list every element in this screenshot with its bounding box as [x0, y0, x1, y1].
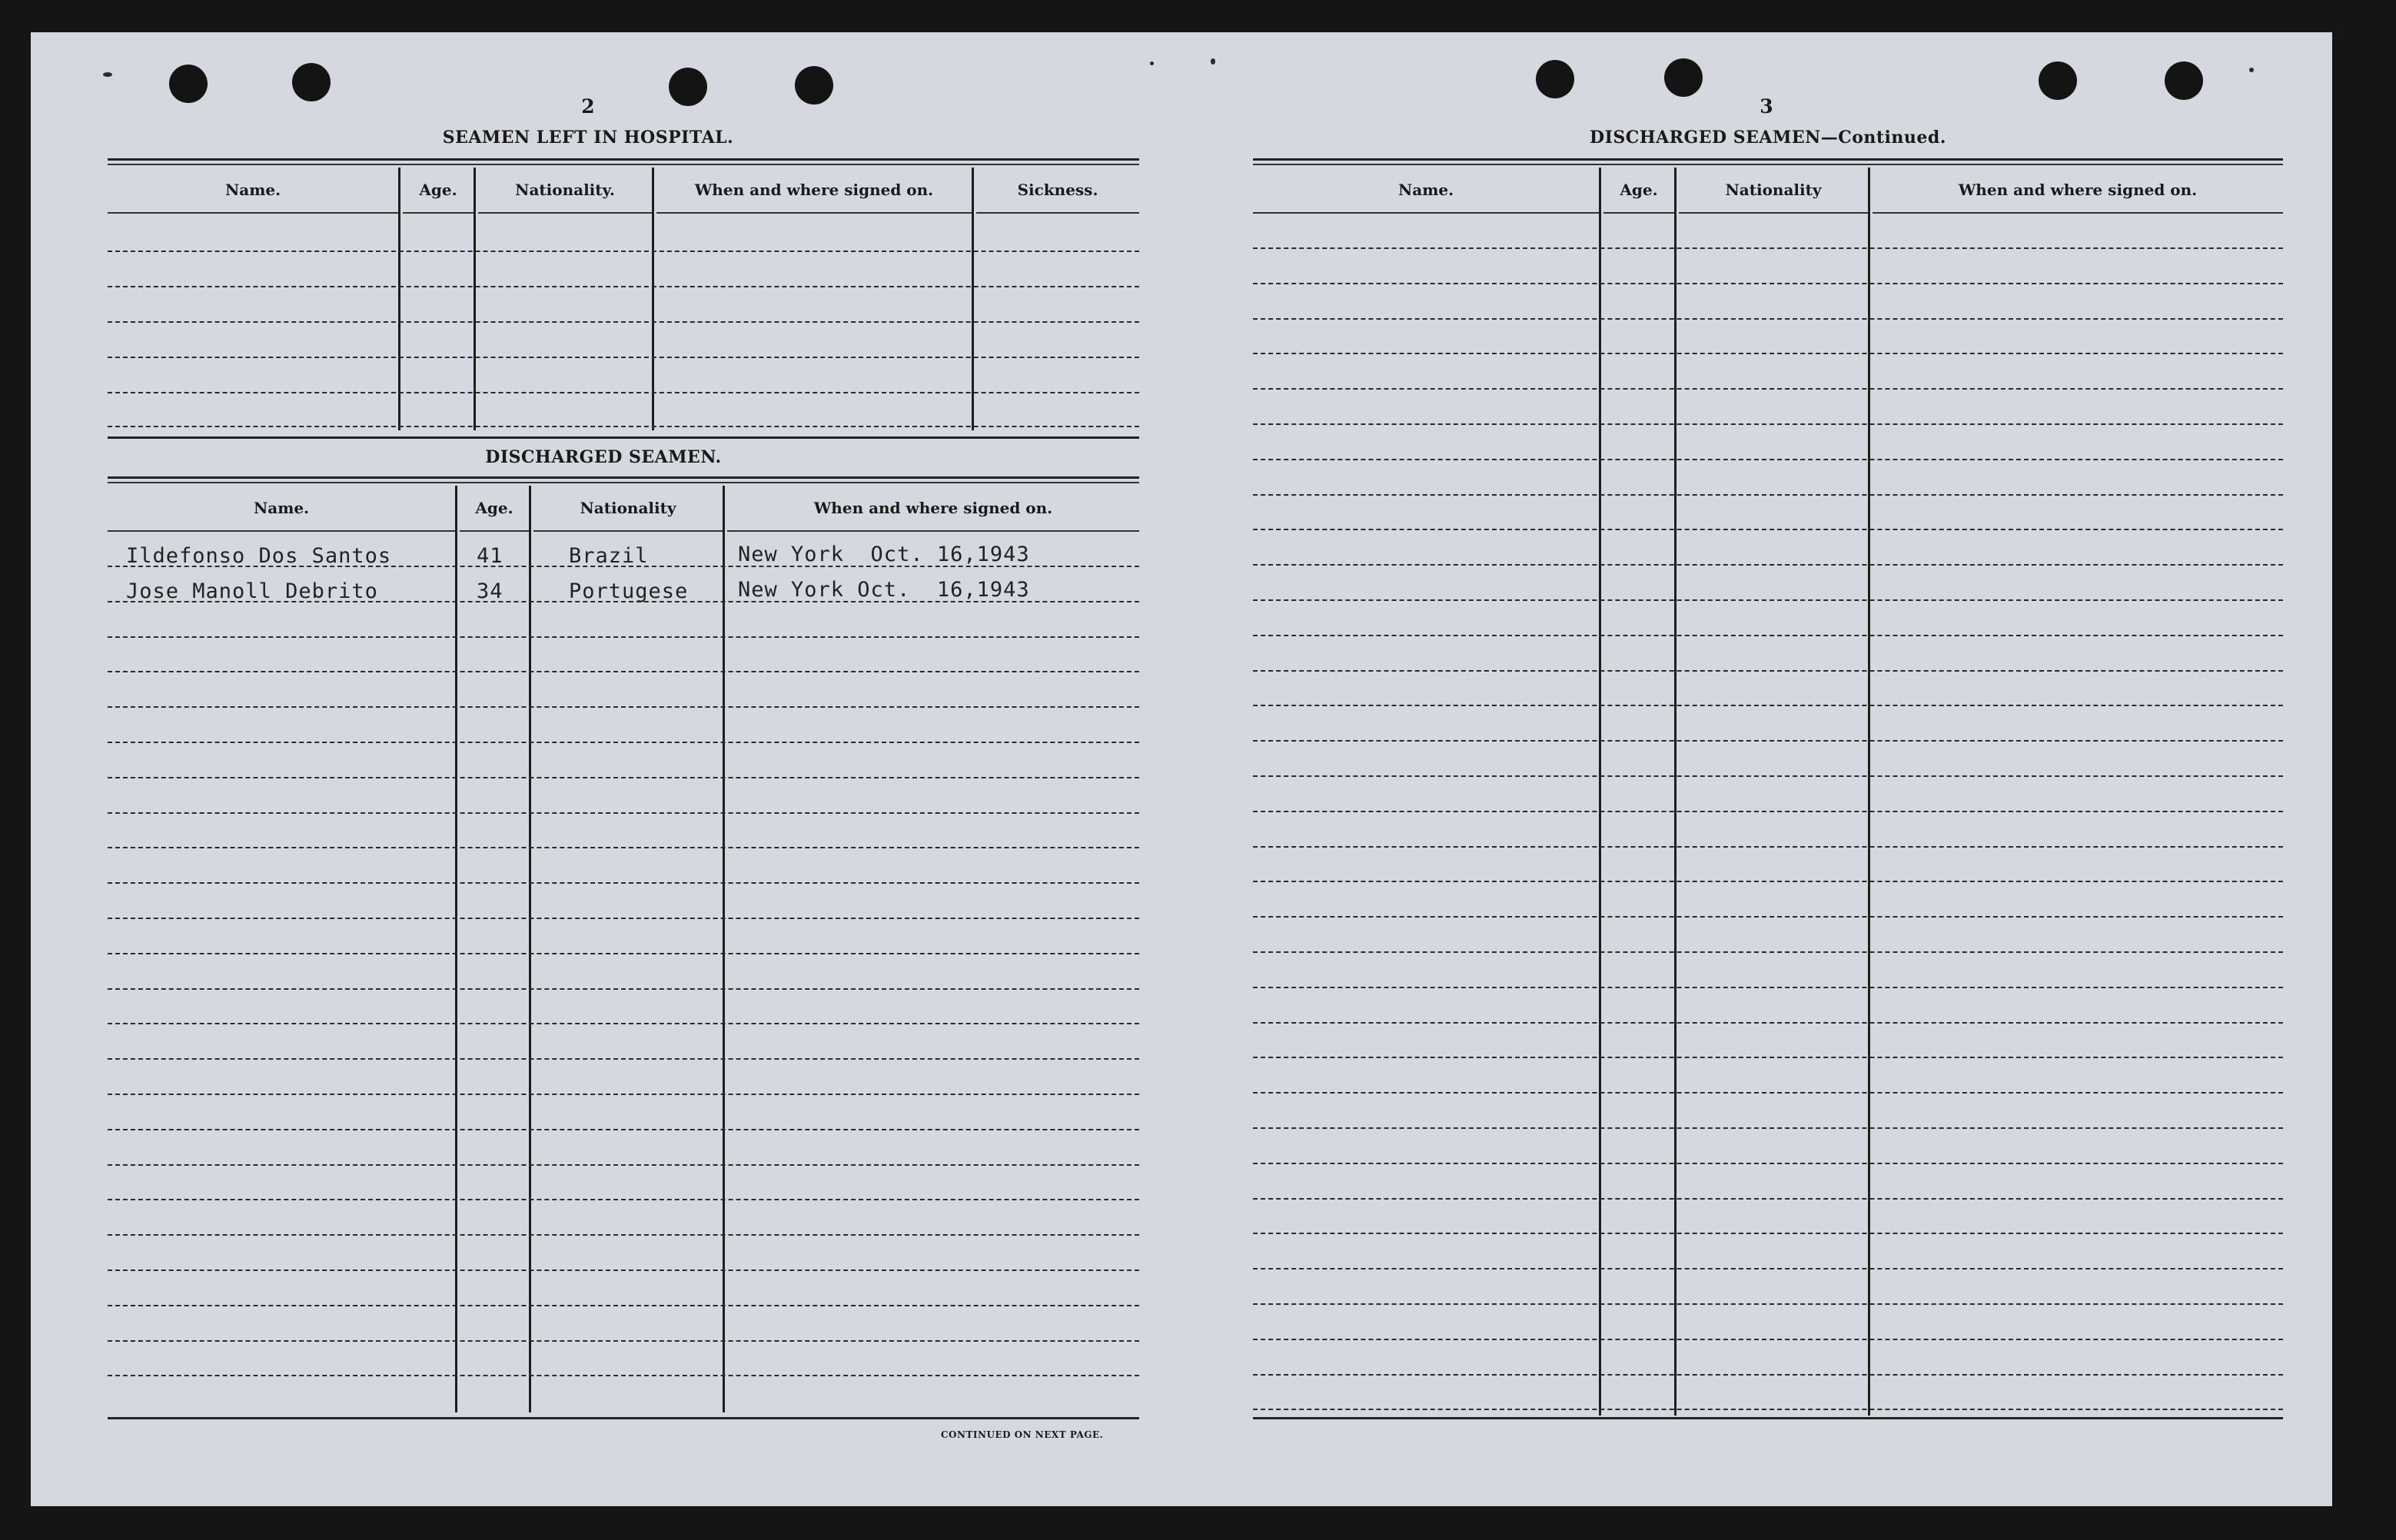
ruled-line [1253, 1339, 2283, 1340]
column-divider [1674, 168, 1677, 1416]
seaman-nationality: Brazil [569, 544, 649, 568]
column-divider [455, 486, 457, 1412]
ruled-line [108, 1305, 1139, 1306]
column-header-signed-on: When and where signed on. [727, 486, 1139, 532]
column-header-sickness: Sickness. [976, 168, 1139, 214]
ruled-line [108, 953, 1139, 954]
ruled-line [108, 1129, 1139, 1130]
column-header-nationality: Nationality [533, 486, 723, 532]
ruled-line [108, 847, 1139, 848]
column-divider [398, 168, 400, 430]
ruled-line [1253, 987, 2283, 988]
title-rule [108, 158, 1139, 165]
table-header [108, 486, 1139, 532]
column-header-name: Name. [1253, 168, 1599, 214]
ruled-line [1253, 775, 2283, 777]
ruled-line [1253, 670, 2283, 672]
column-divider [474, 168, 476, 430]
ruled-line [1253, 1198, 2283, 1200]
ruled-line [108, 286, 1139, 287]
ruled-line [108, 357, 1139, 358]
ruled-line [108, 1270, 1139, 1271]
ruled-line [108, 1340, 1139, 1342]
ruled-line [108, 918, 1139, 919]
ruled-line [1253, 881, 2283, 882]
ruled-line [108, 671, 1139, 672]
ruled-line [1253, 1233, 2283, 1234]
ruled-line [108, 321, 1139, 323]
column-header-nationality: Nationality. [478, 168, 652, 214]
ruled-line [1253, 494, 2283, 496]
ruled-line [1253, 388, 2283, 390]
seaman-signed-on: New York Oct. 16,1943 [738, 578, 1030, 602]
section-rule [108, 436, 1139, 439]
column-divider [1868, 168, 1870, 1416]
seaman-nationality: Portugese [569, 579, 689, 603]
table-bottom-rule [108, 1417, 1139, 1419]
document-sheet [31, 32, 2332, 1506]
speck [1211, 58, 1215, 65]
ruled-line [1253, 318, 2283, 320]
discharged-continued-title: DISCHARGED SEAMEN—Continued. [1590, 128, 1946, 148]
seaman-age: 34 [477, 579, 503, 603]
ruled-line [1253, 247, 2283, 249]
ruled-line [1253, 283, 2283, 284]
ruled-line [1253, 1057, 2283, 1058]
continued-note: CONTINUED ON NEXT PAGE. [941, 1429, 1104, 1440]
ruled-line [1253, 353, 2283, 354]
speck [1150, 61, 1154, 65]
ruled-line [1253, 740, 2283, 742]
ruled-line [1253, 564, 2283, 566]
ruled-line [108, 1375, 1139, 1376]
ruled-line [1253, 1092, 2283, 1094]
column-header-signed-on: When and where signed on. [656, 168, 972, 214]
ruled-line [1253, 1163, 2283, 1164]
ruled-line [1253, 635, 2283, 636]
right-page [1253, 32, 2283, 1492]
ruled-line [108, 1023, 1139, 1024]
column-header-signed-on: When and where signed on. [1873, 168, 2283, 214]
table-header [1253, 168, 2283, 214]
ruled-line [108, 1234, 1139, 1236]
column-header-name: Name. [108, 486, 455, 532]
ruled-line [108, 1199, 1139, 1200]
title-rule [108, 476, 1139, 483]
ruled-line [108, 566, 1139, 567]
ruled-line [1253, 599, 2283, 601]
ruled-line [1253, 1127, 2283, 1129]
ruled-line [1253, 1268, 2283, 1270]
ruled-line [108, 392, 1139, 393]
ruled-line [1253, 846, 2283, 848]
seaman-signed-on: New York Oct. 16,1943 [738, 543, 1030, 566]
seaman-name: Ildefonso Dos Santos [126, 544, 392, 568]
column-header-name: Name. [108, 168, 398, 214]
ruled-line [108, 1094, 1139, 1095]
ruled-line [108, 706, 1139, 708]
column-divider [1599, 168, 1601, 1416]
ruled-line [108, 601, 1139, 602]
seaman-name: Jose Manoll Debrito [126, 579, 378, 603]
column-header-age: Age. [460, 486, 529, 532]
ruled-line [1253, 529, 2283, 530]
ruled-line [1253, 423, 2283, 425]
ruled-line [1253, 916, 2283, 918]
ruled-line [1253, 951, 2283, 953]
ruled-line [108, 882, 1139, 884]
ruled-line [1253, 1022, 2283, 1024]
ruled-line [1253, 1409, 2283, 1410]
column-header-age: Age. [1603, 168, 1674, 214]
ruled-line [108, 777, 1139, 778]
table-header [108, 168, 1139, 214]
seaman-age: 41 [477, 544, 503, 568]
title-rule [1253, 158, 2283, 165]
ruled-line [108, 1058, 1139, 1060]
ruled-line [108, 742, 1139, 743]
ruled-line [108, 251, 1139, 252]
discharged-section-title: DISCHARGED SEAMEN. [485, 447, 722, 467]
ruled-line [1253, 705, 2283, 706]
column-divider [652, 168, 654, 430]
column-divider [529, 486, 531, 1412]
ruled-line [108, 636, 1139, 638]
discharged-table [108, 486, 1139, 1412]
ruled-line [108, 1164, 1139, 1166]
ruled-line [108, 812, 1139, 814]
column-divider [972, 168, 974, 430]
ruled-line [108, 988, 1139, 990]
ruled-line [1253, 1303, 2283, 1305]
page-number: 2 [581, 95, 595, 118]
ruled-line [1253, 459, 2283, 460]
hospital-section-title: SEAMEN LEFT IN HOSPITAL. [442, 128, 734, 148]
hospital-table [108, 168, 1139, 430]
discharged-continued-table [1253, 168, 2283, 1416]
page-number: 3 [1760, 95, 1773, 118]
ruled-line [1253, 811, 2283, 812]
ruled-line [1253, 1374, 2283, 1376]
ruled-line [108, 426, 1139, 427]
left-page [108, 32, 1139, 1492]
table-bottom-rule [1253, 1417, 2283, 1419]
column-header-age: Age. [403, 168, 474, 214]
column-header-nationality: Nationality [1679, 168, 1868, 214]
column-divider [723, 486, 725, 1412]
